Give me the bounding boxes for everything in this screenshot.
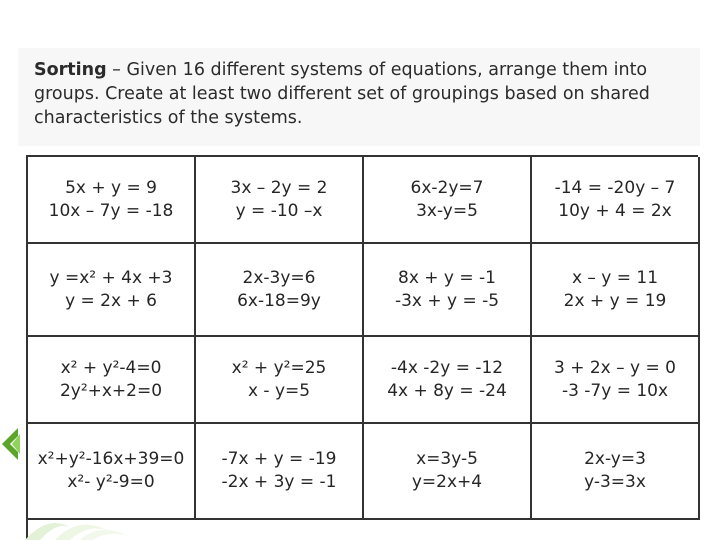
system-cell-11	[364, 337, 532, 424]
leaf-decoration-icon	[20, 508, 130, 540]
system-cell-15	[364, 424, 532, 520]
system-cell-1	[28, 157, 196, 244]
system-cell-9	[28, 337, 196, 424]
system-cell-5	[28, 244, 196, 337]
equation-11a: -4x -2y = -12	[390, 357, 504, 378]
equation-10b: x - y=5	[247, 380, 311, 401]
equation-13a: x²+y²-16x+39=0	[37, 449, 185, 469]
instructions-text	[34, 58, 674, 130]
equation-15b: y=2x+4	[411, 472, 483, 492]
equation-1a: 5x + y = 9	[65, 177, 157, 198]
equation-7b: -3x + y = -5	[394, 290, 500, 311]
system-cell-16	[532, 424, 700, 520]
equation-15a: x=3y-5	[416, 449, 478, 469]
equation-16b: y-3=3x	[584, 472, 646, 492]
equation-2a: 3x – 2y = 2	[230, 177, 328, 198]
equation-12a: 3 + 2x – y = 0	[554, 357, 676, 378]
equation-10a: x² + y²=25	[231, 357, 327, 378]
equation-3a: 6x-2y=7	[410, 177, 484, 198]
equation-6b: 6x-18=9y	[237, 290, 321, 311]
instructions-body: – Given 16 different systems of equations, arrange them into groups. Create at least two different set of groupings based on shared characteristics of the systems.	[34, 60, 650, 128]
system-cell-12	[532, 337, 700, 424]
equation-3b: 3x-y=5	[416, 200, 478, 221]
equation-12b: -3 -7y = 10x	[561, 380, 669, 401]
equation-16a: 2x-y=3	[584, 449, 646, 469]
equation-14b: -2x + 3y = -1	[221, 472, 337, 492]
equation-13b: x²- y²-9=0	[67, 472, 155, 492]
system-cell-6	[196, 244, 364, 337]
equation-8a: x – y = 11	[571, 267, 659, 288]
system-cell-4	[532, 157, 700, 244]
equation-5b: y = 2x + 6	[65, 290, 157, 311]
equation-2b: y = -10 –x	[235, 200, 323, 221]
equation-5a: y =x² + 4x +3	[49, 267, 173, 288]
equation-9b: 2y²+x+2=0	[59, 380, 163, 401]
equation-8b: 2x + y = 19	[563, 290, 667, 311]
equation-7a: 8x + y = -1	[398, 267, 496, 288]
system-cell-3	[364, 157, 532, 244]
system-cell-8	[532, 244, 700, 337]
equation-14a: -7x + y = -19	[221, 449, 337, 469]
system-cell-7	[364, 244, 532, 337]
system-cell-2	[196, 157, 364, 244]
system-cell-10	[196, 337, 364, 424]
equation-4b: 10y + 4 = 2x	[558, 200, 672, 221]
system-cell-14	[196, 424, 364, 520]
system-cell-13	[28, 424, 196, 520]
equation-11b: 4x + 8y = -24	[387, 380, 507, 401]
equation-1b: 10x – 7y = -18	[48, 200, 174, 221]
instructions-lead: Sorting	[34, 60, 107, 80]
equation-6a: 2x-3y=6	[242, 267, 316, 288]
equation-9a: x² + y²-4=0	[60, 357, 162, 378]
equation-4a: -14 = -20y – 7	[554, 177, 676, 198]
equations-grid	[26, 155, 698, 540]
left-arrow-icon[interactable]	[0, 424, 20, 464]
